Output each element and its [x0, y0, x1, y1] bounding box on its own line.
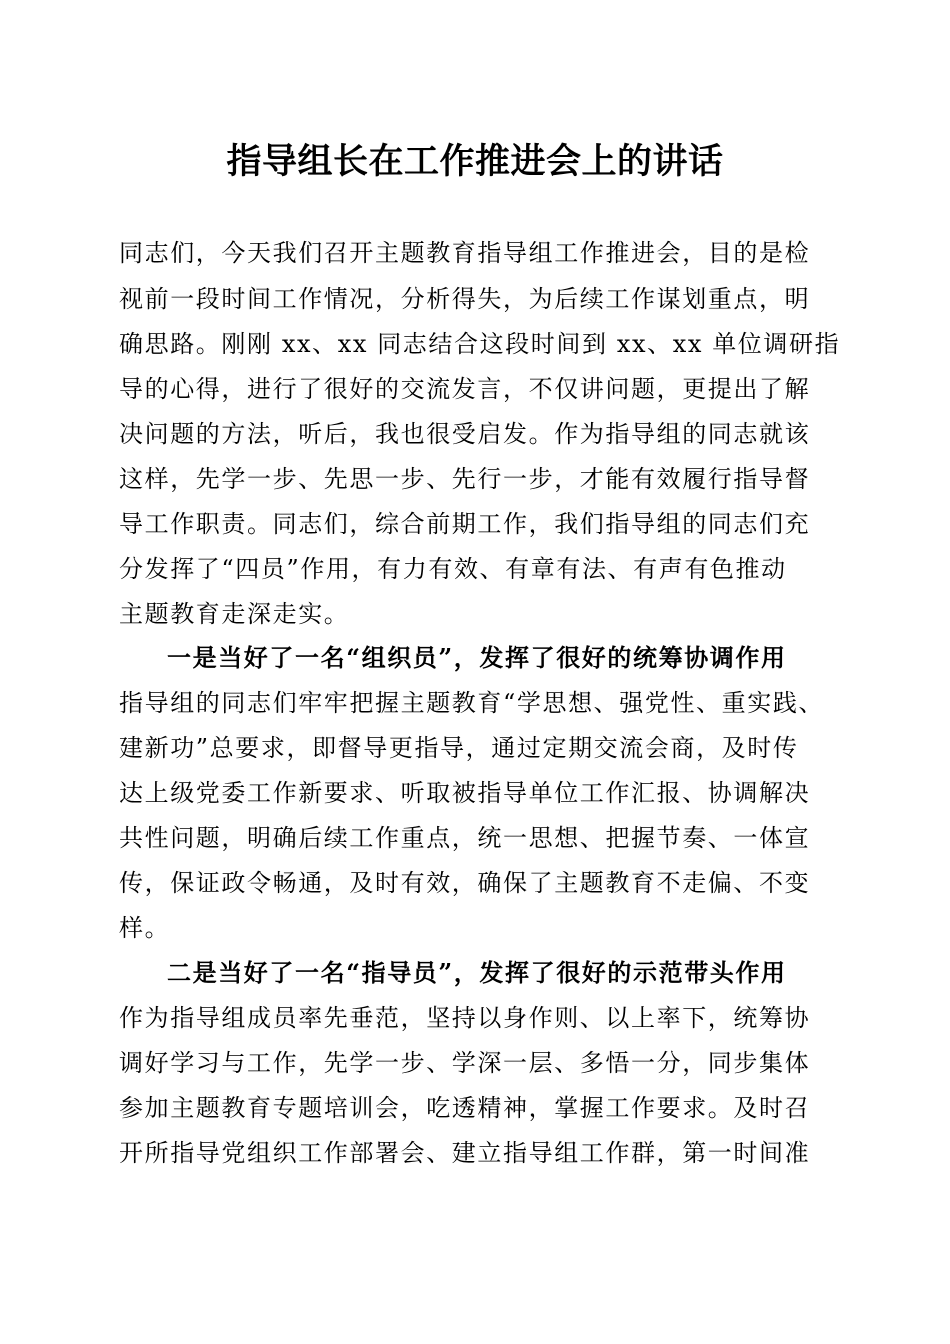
body-line: 决问题的方法，听后，我也很受启发。作为指导组的同志就该 [119, 420, 811, 448]
body-line: 分发挥了“四员”作用，有力有效、有章有法、有声有色推动 [119, 555, 787, 583]
body-line: 指导组的同志们牢牢把握主题教育“学思想、强党性、重实践、 [119, 689, 825, 717]
body-line: 同志们，今天我们召开主题教育指导组工作推进会，目的是检 [119, 239, 811, 267]
body-line: 样。 [119, 914, 171, 942]
body-line: 传，保证政令畅通，及时有效，确保了主题教育不走偏、不变 [119, 869, 811, 897]
body-line: 调好学习与工作，先学一步、学深一层、多悟一分，同步集体 [119, 1049, 811, 1077]
body-line: 主题教育走深走实。 [119, 600, 350, 628]
body-line: 视前一段时间工作情况，分析得失，为后续工作谋划重点，明 [119, 285, 811, 313]
body-line: 确思路。刚刚 xx、xx 同志结合这段时间到 xx、xx 单位调研指 [119, 330, 841, 358]
body-line: 达上级党委工作新要求、听取被指导单位工作汇报、协调解决 [119, 779, 811, 807]
document-title: 指导组长在工作推进会上的讲话 [226, 141, 724, 182]
body-line: 作为指导组成员率先垂范，坚持以身作则、以上率下，统筹协 [119, 1004, 811, 1032]
section-heading: 二是当好了一名“指导员”，发挥了很好的示范带头作用 [167, 958, 787, 987]
body-line: 导的心得，进行了很好的交流发言，不仅讲问题，更提出了解 [119, 375, 811, 403]
body-line: 这样，先学一步、先思一步、先行一步，才能有效履行指导督 [119, 465, 811, 493]
body-line: 共性问题，明确后续工作重点，统一思想、把握节奏、一体宣 [119, 824, 811, 852]
body-line: 开所指导党组织工作部署会、建立指导组工作群，第一时间准 [119, 1139, 811, 1167]
section-heading: 一是当好了一名“组织员”，发挥了很好的统筹协调作用 [167, 643, 787, 672]
body-line: 导工作职责。同志们，综合前期工作，我们指导组的同志们充 [119, 510, 811, 538]
body-line: 参加主题教育专题培训会，吃透精神，掌握工作要求。及时召 [119, 1094, 811, 1122]
body-line: 建新功”总要求，即督导更指导，通过定期交流会商，及时传 [119, 734, 799, 762]
